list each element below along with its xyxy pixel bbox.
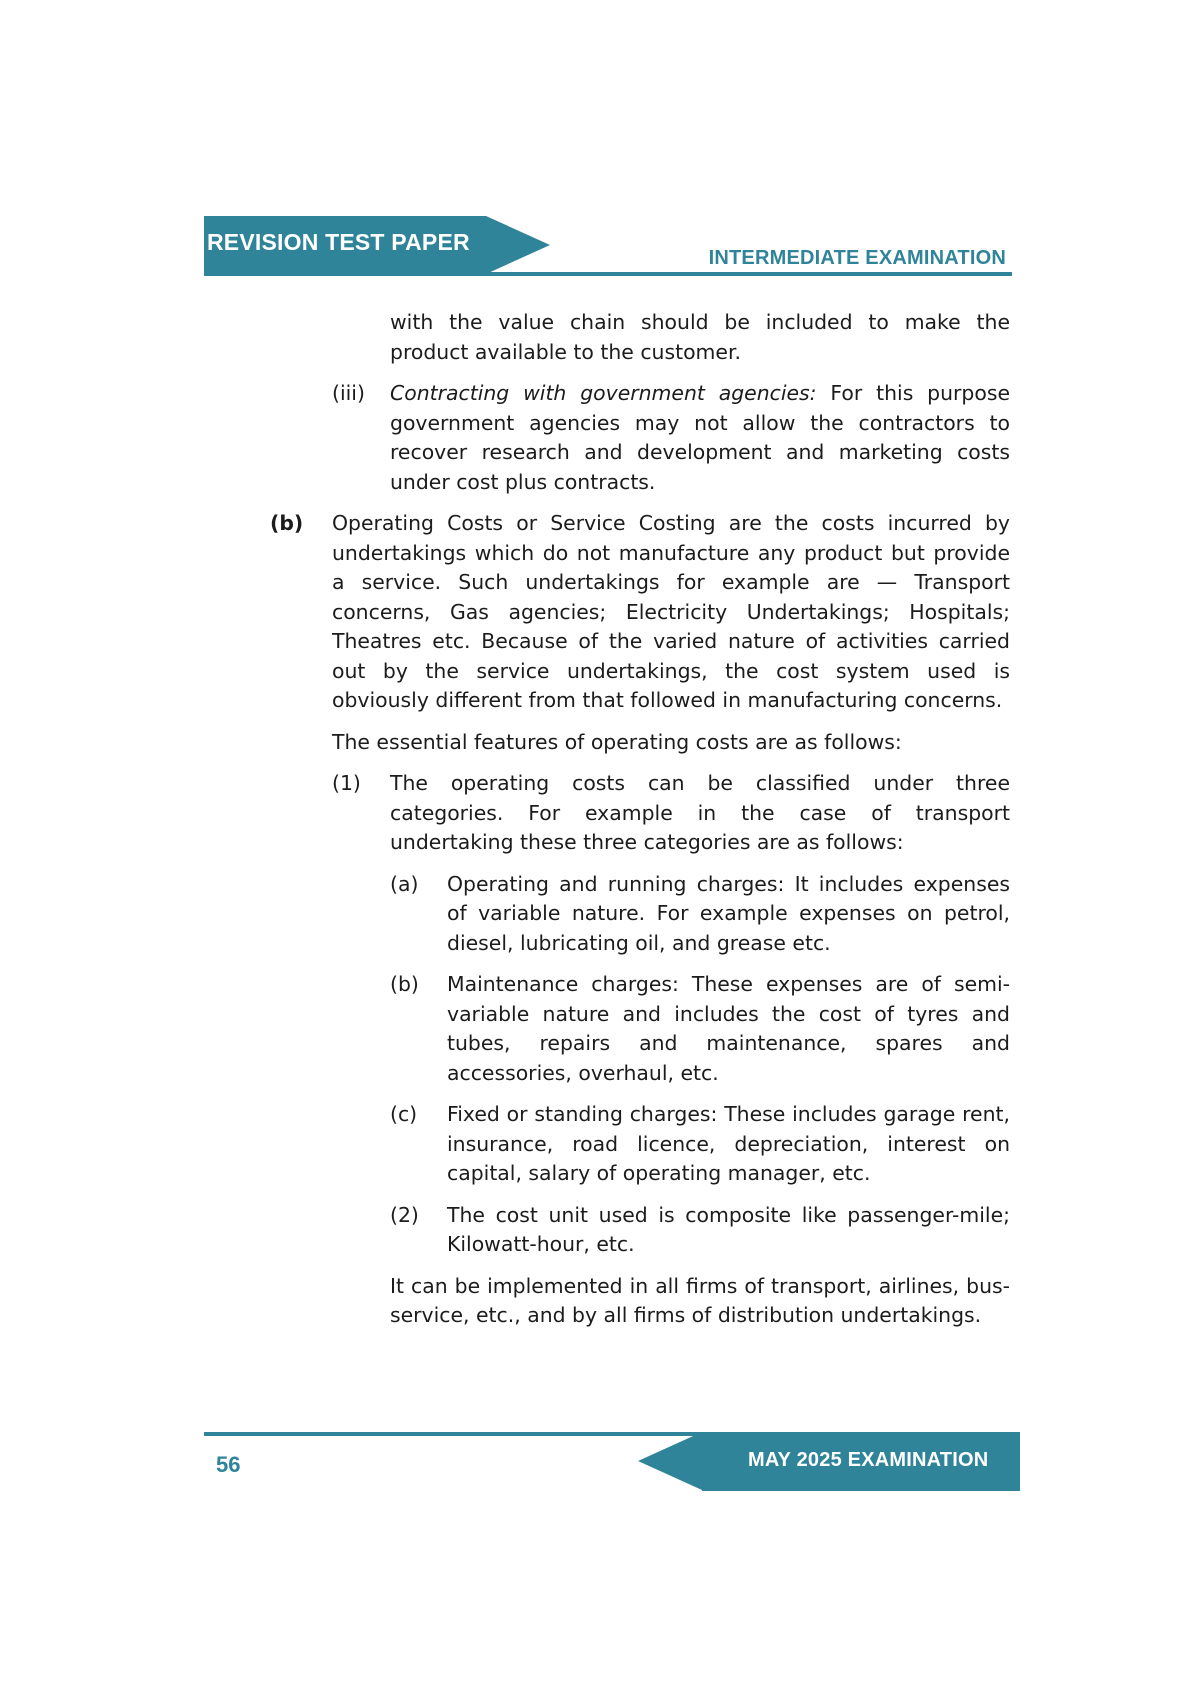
list-item-1 [270,769,1010,858]
sub-label: (c) [390,1102,418,1126]
section-b [270,509,1010,757]
list-item-iii [270,379,1010,497]
item-body: For this purpose government agencies may not allow the contractors to recover research and development and marketing costs under cost plus contracts. [390,381,1010,494]
footer-right-title: MAY 2025 EXAMINATION [748,1449,989,1471]
list-text: The cost unit used is composite like passenger-mile; Kilowatt-hour, etc. [447,1202,1010,1256]
header-right-title: INTERMEDIATE EXAMINATION [708,247,1006,269]
sub-text: Operating and running charges: It includes expenses of variable nature. For example expenses on petrol, diesel, lubricating oil, and grease etc. [447,871,1010,955]
sub-text: Maintenance charges: These expenses are of semi-variable nature and includes the cost of tyres and tubes, repairs and maintenance, spares and accessories, overhaul, etc. [447,972,1010,1085]
list-label: (iii) [332,381,365,405]
list-label: (1) [332,771,361,795]
header-rule [204,272,1012,276]
list-text [390,379,1010,497]
footer-banner-arrow [638,1432,702,1490]
sub-label: (b) [390,972,419,996]
sub-label: (a) [390,871,419,896]
closing-paragraph: It can be implemented in all firms of transport, airlines, bus-service, etc., and by all firms of distribution undertakings. [390,1273,1010,1327]
list-text: The operating costs can be classified under three categories. For example in the case of transport undertaking these three categories are as follows: [390,771,1010,854]
section-text: Operating Costs or Service Costing are the costs incurred by undertakings which do not manufacture any product but provide a service. Such undertakings for example are — Transport concerns, Gas agencies; Electricity Undertakings; Hospitals; Theatres etc. Because of the varied nature of activities carried out by the service undertakings, the cost system used is obviously different from that followed in manufacturing concerns. [332,511,1010,712]
header-left-title: REVISION TEST PAPER [207,229,470,255]
list-label: (2) [390,1202,419,1227]
features-intro: The essential features of operating costs are as follows: [332,729,902,754]
sub-text: Fixed or standing charges: These includes garage rent, insurance, road licence, depreciation, interest on capital, salary of operating manager, etc. [447,1102,1010,1185]
continued-paragraph: with the value chain should be included to make the product available to the customer. [390,310,1010,364]
page-content [270,308,1010,1331]
sub-item-b [270,970,1010,1088]
item-title: Contracting with government agencies: [390,381,817,405]
section-label: (b) [270,511,304,535]
list-item-2 [270,1201,1010,1260]
header-banner-arrow [486,216,550,274]
page-number: 56 [216,1452,241,1477]
sub-item-c [270,1100,1010,1189]
sub-item-a [270,870,1010,959]
